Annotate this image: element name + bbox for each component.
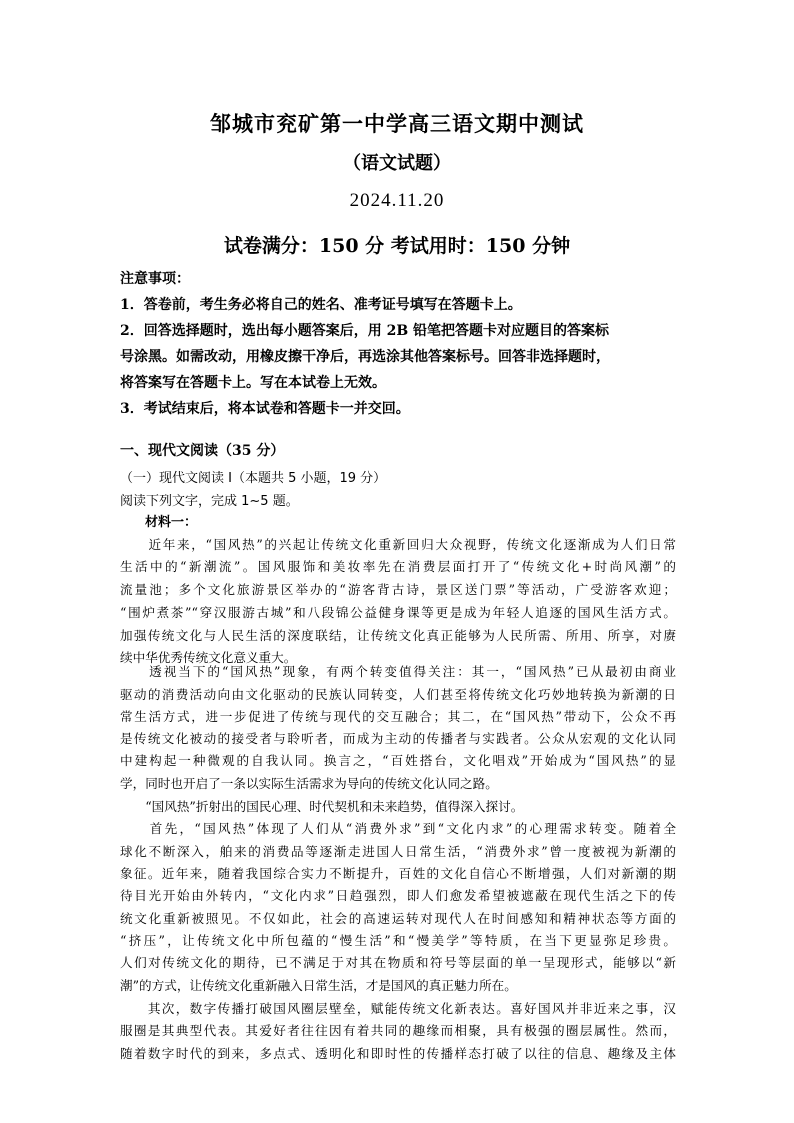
body-line: 驱动的消费活动向由文化驱动的民族认同转变，人们甚至将传统文化巧妙地转换为新潮的日 [120, 687, 676, 702]
body-line: 象征。近年来，随着我国综合实力不断提升，百姓的文化自信心不断增强，人们对新潮的期 [120, 866, 676, 881]
section-heading: 一、现代文阅读（35 分） [120, 443, 285, 459]
body-line: 统文化重新被照见。不仅如此，社会的高速运转对现代人在时间感知和精神状态等方面的 [120, 911, 676, 926]
body-line: 续中华优秀传统文化意义重大。 [120, 650, 297, 665]
body-line: 球化不断深入，舶来的消费品等逐渐走进国人日常生活，“消费外求”曾一度被视为新潮的 [120, 844, 676, 859]
exam-subtitle: （语文试题） [343, 153, 451, 174]
reading-instruction: 阅读下列文字，完成 1~5 题。 [120, 494, 299, 509]
body-line: 近年来，“国风热”的兴起让传统文化重新回归大众视野，传统文化逐渐成为人们日常 [120, 537, 676, 552]
notice-line: 将答案写在答题卡上。写在本试卷上无效。 [120, 375, 386, 391]
body-line: 中建构起一种微观的自我认同。换言之，“百姓搭台，文化唱戏”开始成为“国风热”的显 [120, 753, 676, 768]
notice-line: 2．回答选择题时，选出每小题答案后，用 2B 铅笔把答题卡对应题目的答案标 [120, 323, 610, 339]
score-time-line: 试卷满分：150 分 考试用时：150 分钟 [223, 235, 571, 257]
exam-date: 2024.11.20 [349, 190, 445, 211]
notice-line: 3．考试结束后，将本试卷和答题卡一并交回。 [120, 401, 410, 417]
body-line: 潮”的方式，让传统文化重新融入日常生活，才是国风的真正魅力所在。 [120, 978, 517, 993]
body-line: “围炉煮茶”“穿汉服游古城”和八段锦公益健身课等更是成为年轻人追逐的国风生活方式。 [120, 605, 676, 620]
body-line: 其次，数字传播打破国风圈层壁垒，赋能传统文化新表达。喜好国风并非近来之事，汉 [120, 1001, 676, 1016]
exam-title: 邹城市兖矿第一中学高三语文期中测试 [210, 111, 584, 136]
body-line: 首先，“国风热”体现了人们从“消费外求”到“文化内求”的心理需求转变。随着全 [120, 821, 676, 836]
body-line: 人们对传统文化的期待，已不满足于对其在物质和符号等层面的单一呈现形式，能够以“新 [120, 955, 676, 970]
body-line: 随着数字时代的到来，多点式、透明化和即时性的传播样态打破了以往的信息、趣缘及主体 [120, 1046, 676, 1061]
notice-line: 1．答卷前，考生务必将自己的姓名、准考证号填写在答题卡上。 [120, 297, 522, 313]
body-line: “国风热”折射出的国民心理、时代契机和未来趋势，值得深入探讨。 [120, 799, 524, 814]
notice-heading: 注意事项： [120, 271, 190, 287]
body-line: 服圈是其典型代表。其爱好者往往因有着共同的趣缘而相聚，具有极强的圈层属性。然而， [120, 1023, 676, 1038]
body-line: 流量池；多个文化旅游景区举办的“游客背古诗，景区送门票”等活动，广受游客欢迎； [120, 582, 676, 597]
part-heading: （一）现代文阅读 I（本题共 5 小题，19 分） [120, 471, 387, 486]
body-line: 学，同时也开启了一条以实际生活需求为导向的传统文化认同之路。 [120, 776, 498, 791]
body-line: 透视当下的“国风热”现象，有两个转变值得关注：其一，“国风热”已从最初由商业 [120, 664, 676, 679]
body-line: 是传统文化被动的接受者与聆听者，而成为主动的传播者与实践者。公众从宏观的文化认同 [120, 731, 676, 746]
body-line: 生活中的“新潮流”。国风服饰和美妆率先在消费层面打开了“传统文化+时尚风潮”的 [120, 559, 676, 574]
notice-line: 号涂黑。如需改动，用橡皮擦干净后，再选涂其他答案标号。回答非选择题时， [120, 349, 610, 365]
body-line: 常生活方式，进一步促进了传统与现代的交互融合；其二，在“国风热”带动下，公众不再 [120, 709, 676, 724]
material-label: 材料一： [145, 515, 198, 530]
body-line: 待目光开始由外转内，“文化内求”日趋强烈，即人们愈发希望被遮蔽在现代生活之下的传 [120, 888, 676, 903]
body-line: 加强传统文化与人民生活的深度联结，让传统文化真正能够为人民所需、所用、所享，对赓 [120, 628, 676, 643]
body-line: “挤压”，让传统文化中所包蕴的“慢生活”和“慢美学”等特质，在当下更显弥足珍贵。 [120, 933, 676, 948]
